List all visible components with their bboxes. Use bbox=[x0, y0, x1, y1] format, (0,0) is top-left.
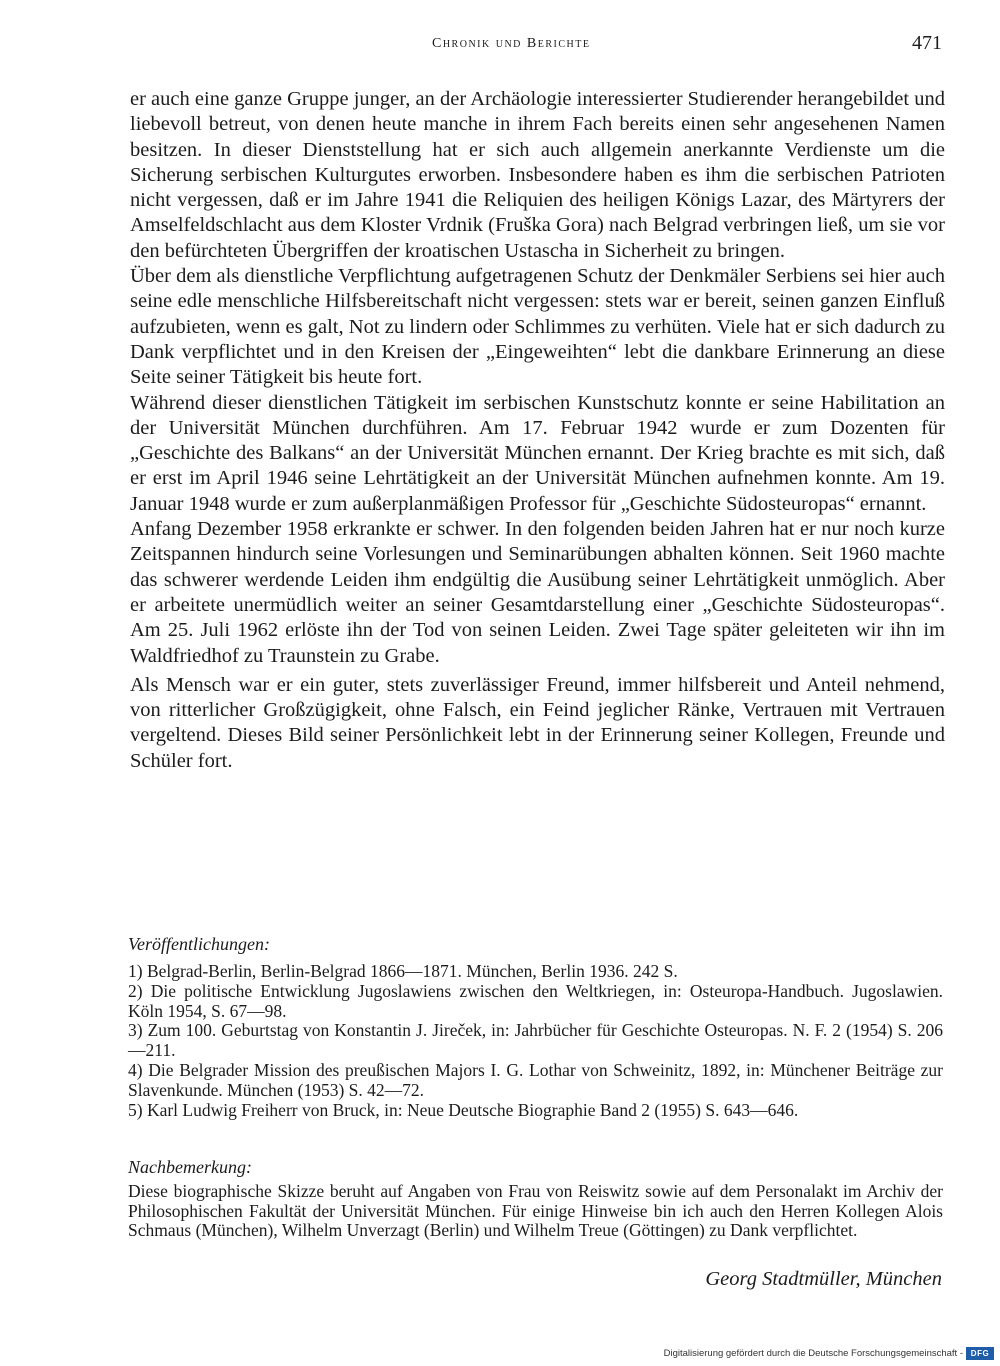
page-number: 471 bbox=[912, 32, 942, 54]
paragraph: Während dieser dienstlichen Tätigkeit im serbischen Kunstschutz konnte er seine Habilitation an der Universität München durchführen. Am 17. Februar 1942 wurde er zum Dozenten für „Geschichte des Balkans“ an der Universität München ernannt. Der Krieg brachte es mit sich, daß er erst im April 1946 seine Lehrtätigkeit an der Universität München aufnehmen konnte. Am 19. Januar 1948 wurde er zum außerplanmäßigen Professor für „Geschichte Südosteuropas“ ernannt. bbox=[130, 391, 945, 515]
publication-item: 4) Die Belgrader Mission des preußischen Majors I. G. Lothar von Schweinitz, 1892, in: Münchener Beiträge zur Slavenkunde. München (1953) S. 42—72. bbox=[128, 1059, 943, 1100]
running-title: Chronik und Berichte bbox=[432, 36, 591, 51]
publication-item: 1) Belgrad-Berlin, Berlin-Belgrad 1866—1871. München, Berlin 1936. 242 S. bbox=[128, 961, 678, 981]
paragraph: Anfang Dezember 1958 erkrankte er schwer. In den folgenden beiden Jahren hat er nur noch kurze Zeitspannen hindurch seine Vorlesungen und Seminarübungen abhalten können. Seit 1960 machte das schwerer werdende Leiden ihm endgültig die Ausübung seiner Lehrtätigkeit unmöglich. Aber er arbeitete unermüdlich weiter an seiner Gesamtdarstellung einer „Geschichte Südosteuropas“. Am 25. Juli 1962 erlöste ihn der Tod von seinen Leiden. Zwei Tage später geleiteten wir ihn im Waldfriedhof zu Traunstein zu Grabe. bbox=[130, 518, 945, 667]
dfg-logo-icon: DFG bbox=[966, 1347, 994, 1360]
publication-item: 2) Die politische Entwicklung Jugoslawiens zwischen den Weltkriegen, in: Osteuropa-Handbuch. Jugoslawien. Köln 1954, S. 67—98. bbox=[128, 980, 943, 1021]
paragraph: Als Mensch war er ein guter, stets zuverlässiger Freund, immer hilfsbereit und Anteil nehmend, von ritterlicher Großzügigkeit, ohne Falsch, ein Feind jeglicher Ränke, Vertrauen mit Vertrauen vergeltend. Dieses Bild seiner Persönlichkeit lebt in der Erinnerung seiner Kollegen, Freunde und Schüler fort. bbox=[130, 673, 945, 772]
publication-item: 5) Karl Ludwig Freiherr von Bruck, in: Neue Deutsche Biographie Band 2 (1955) S. 643—646. bbox=[128, 1099, 799, 1120]
paragraph: Über dem als dienstliche Verpflichtung aufgetragenen Schutz der Denkmäler Serbiens sei hier auch seine edle menschliche Hilfsbereitschaft nicht vergessen: stets war er bereit, seinen ganzen Einfluß aufzubieten, wenn es galt, Not zu lindern oder Schlimmes zu verhüten. Viele hat er sich dadurch zu Dank verpflichtet und in den Kreisen der „Eingeweihten“ lebt die dankbare Erinnerung an diese Seite seiner Tätigkeit bis heute fort. bbox=[130, 265, 945, 389]
postscript-heading: Nachbemerkung: bbox=[128, 1157, 252, 1177]
publication-item: 3) Zum 100. Geburtstag von Konstantin J. Jireček, in: Jahrbücher für Geschichte Osteuropas. N. F. 2 (1954) S. 206—211. bbox=[128, 1020, 943, 1061]
author-signature: Georg Stadtmüller, München bbox=[705, 1268, 942, 1290]
publications-list bbox=[128, 962, 943, 1120]
digitization-footer bbox=[664, 1347, 994, 1360]
page-header bbox=[0, 32, 1000, 62]
paragraph: er auch eine ganze Gruppe junger, an der Archäologie interessierter Studierender herangebildet und liebevoll betreut, von denen heute manche in ihrem Fach bereits einen sehr angesehenen Namen besitzen. In dieser Dienststellung hat er sich auch allgemein anerkannte Verdienste um die Sicherung serbischen Kulturgutes erworben. Insbesondere haben es ihm die serbischen Patrioten nicht vergessen, daß er im Jahre 1941 die Reliquien des heiligen Königs Lazar, des Märtyrers der Amselfeldschlacht aus dem Kloster Vrdnik (Fruška Gora) nach Belgrad verbringen ließ, um sie vor den befürchteten Übergriffen der kroatischen Ustascha in Sicherheit zu bringen. bbox=[130, 88, 945, 262]
funding-notice: Digitalisierung gefördert durch die Deutsche Forschungsgemeinschaft - bbox=[663, 1348, 963, 1359]
main-text bbox=[130, 87, 945, 774]
postscript-text: Diese biographische Skizze beruht auf Angaben von Frau von Reiswitz sowie auf dem Personalakt im Archiv der Philosophischen Fakultät der Universität München. Für einige Hinweise bin ich auch den Herren Kollegen Alois Schmaus (München), Wilhelm Unverzagt (Berlin) und Wilhelm Treue (Göttingen) zu Dank verpflichtet. bbox=[128, 1181, 943, 1241]
publications-heading: Veröffentlichungen: bbox=[128, 934, 270, 954]
